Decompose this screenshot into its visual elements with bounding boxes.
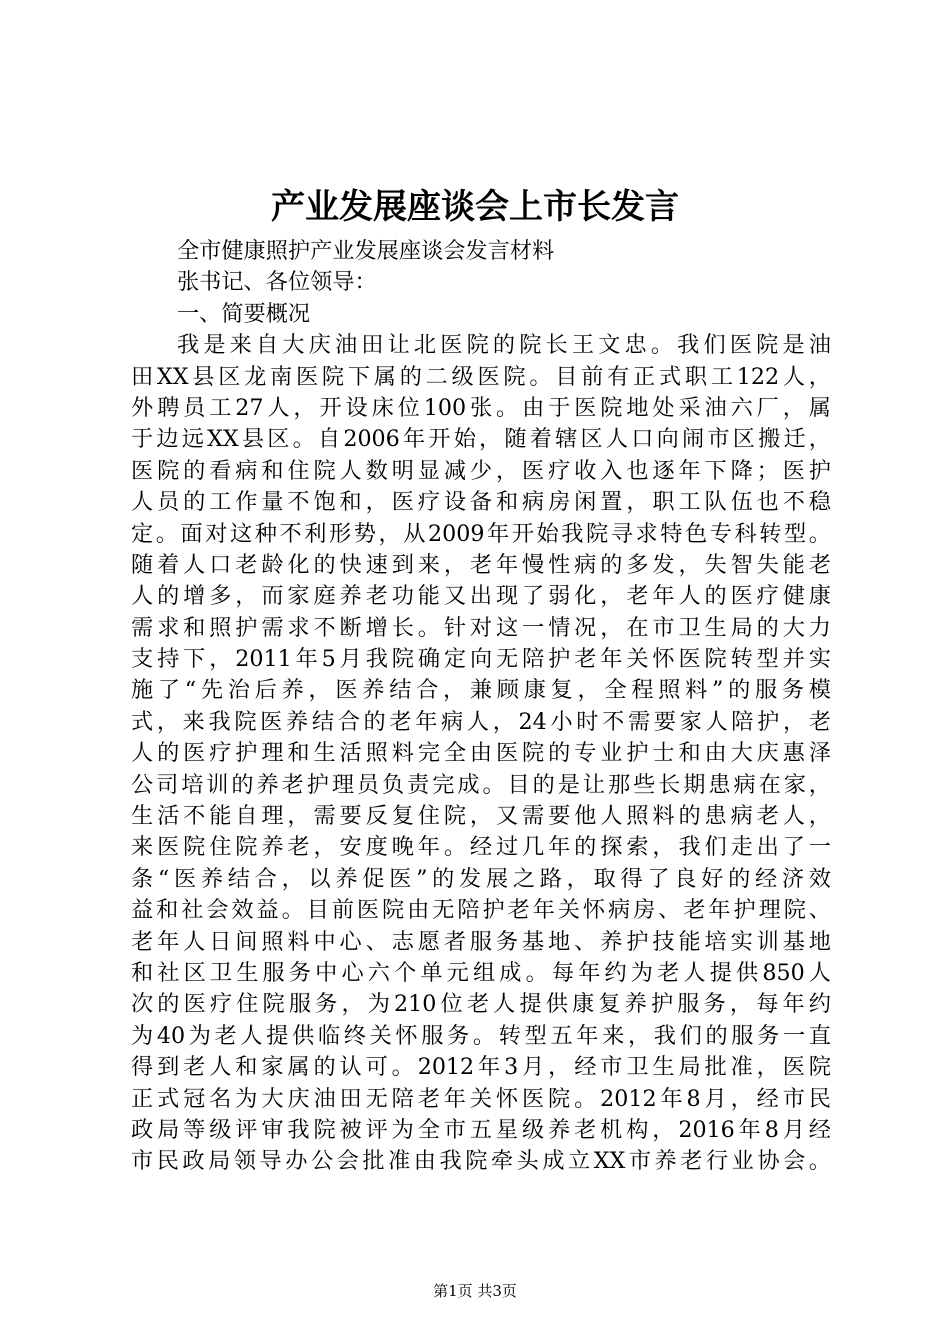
paragraph-line: 需求和照护需求不断增长。针对这一情况，在市卫生局的大力 <box>131 614 831 641</box>
paragraph-line: 公司培训的养老护理员负责完成。目的是让那些长期患病在家， <box>131 771 831 798</box>
paragraph-line: 我是来自大庆油田让北医院的院长王文忠。我们医院是油 <box>177 332 831 359</box>
section-heading: 一、简要概况 <box>177 300 311 327</box>
paragraph-line: 来医院住院养老，安度晚年。经过几年的探索，我们走出了一 <box>131 834 831 861</box>
paragraph-line: 老年人日间照料中心、志愿者服务基地、养护技能培实训基地 <box>131 928 831 955</box>
paragraph-line: 人的医疗护理和生活照料完全由医院的专业护士和由大庆惠泽 <box>131 740 831 767</box>
paragraph-line: 得到老人和家属的认可。2012年3月，经市卫生局批准，医院 <box>131 1054 831 1081</box>
paragraph-line: 外聘员工27人，开设床位100张。由于医院地处采油六厂，属 <box>131 394 831 421</box>
document-body <box>131 236 831 1178</box>
paragraph-line: 次的医疗住院服务，为210位老人提供康复养护服务，每年约 <box>131 991 831 1018</box>
salutation: 张书记、各位领导： <box>177 269 377 296</box>
paragraph-line: 益和社会效益。目前医院由无陪护老年关怀病房、老年护理院、 <box>131 897 831 924</box>
paragraph-line: 正式冠名为大庆油田无陪老年关怀医院。2012年8月，经市民 <box>131 1085 831 1112</box>
paragraph-line: 条“医养结合，以养促医”的发展之路，取得了良好的经济效 <box>131 865 831 892</box>
paragraph-line: 人员的工作量不饱和，医疗设备和病房闲置，职工队伍也不稳 <box>131 489 831 516</box>
document-subtitle: 全市健康照护产业发展座谈会发言材料 <box>177 238 555 264</box>
paragraph-line: 随着人口老龄化的快速到来，老年慢性病的多发，失智失能老 <box>131 551 831 578</box>
paragraph-line: 医院的看病和住院人数明显减少，医疗收入也逐年下降；医护 <box>131 457 831 484</box>
paragraph-line: 施了“先治后养，医养结合，兼顾康复，全程照料”的服务模 <box>131 677 831 704</box>
paragraph-line: 式，来我院医养结合的老年病人，24小时不需要家人陪护，老 <box>131 708 831 735</box>
paragraph-line: 市民政局领导办公会批准由我院牵头成立XX市养老行业协会。 <box>131 1148 831 1175</box>
paragraph-line: 定。面对这种不利形势，从2009年开始我院寻求特色专科转型。 <box>131 520 831 547</box>
paragraph-line: 于边远XX县区。自2006年开始，随着辖区人口向闹市区搬迁， <box>131 426 831 453</box>
paragraph-line: 和社区卫生服务中心六个单元组成。每年约为老人提供850人 <box>131 959 831 986</box>
paragraph-line: 人的增多，而家庭养老功能又出现了弱化，老年人的医疗健康 <box>131 583 831 610</box>
paragraph-line: 政局等级评审我院被评为全市五星级养老机构，2016年8月经 <box>131 1116 831 1143</box>
document-title: 产业发展座谈会上市长发言 <box>271 187 679 227</box>
paragraph-line: 生活不能自理，需要反复住院，又需要他人照料的患病老人， <box>131 803 831 830</box>
page-number-footer: 第1页 共3页 <box>433 1282 517 1300</box>
paragraph-line: 为40为老人提供临终关怀服务。转型五年来，我们的服务一直 <box>131 1022 831 1049</box>
paragraph-line: 支持下，2011年5月我院确定向无陪护老年关怀医院转型并实 <box>131 646 831 673</box>
paragraph-line: 田XX县区龙南医院下属的二级医院。目前有正式职工122人， <box>131 363 831 390</box>
